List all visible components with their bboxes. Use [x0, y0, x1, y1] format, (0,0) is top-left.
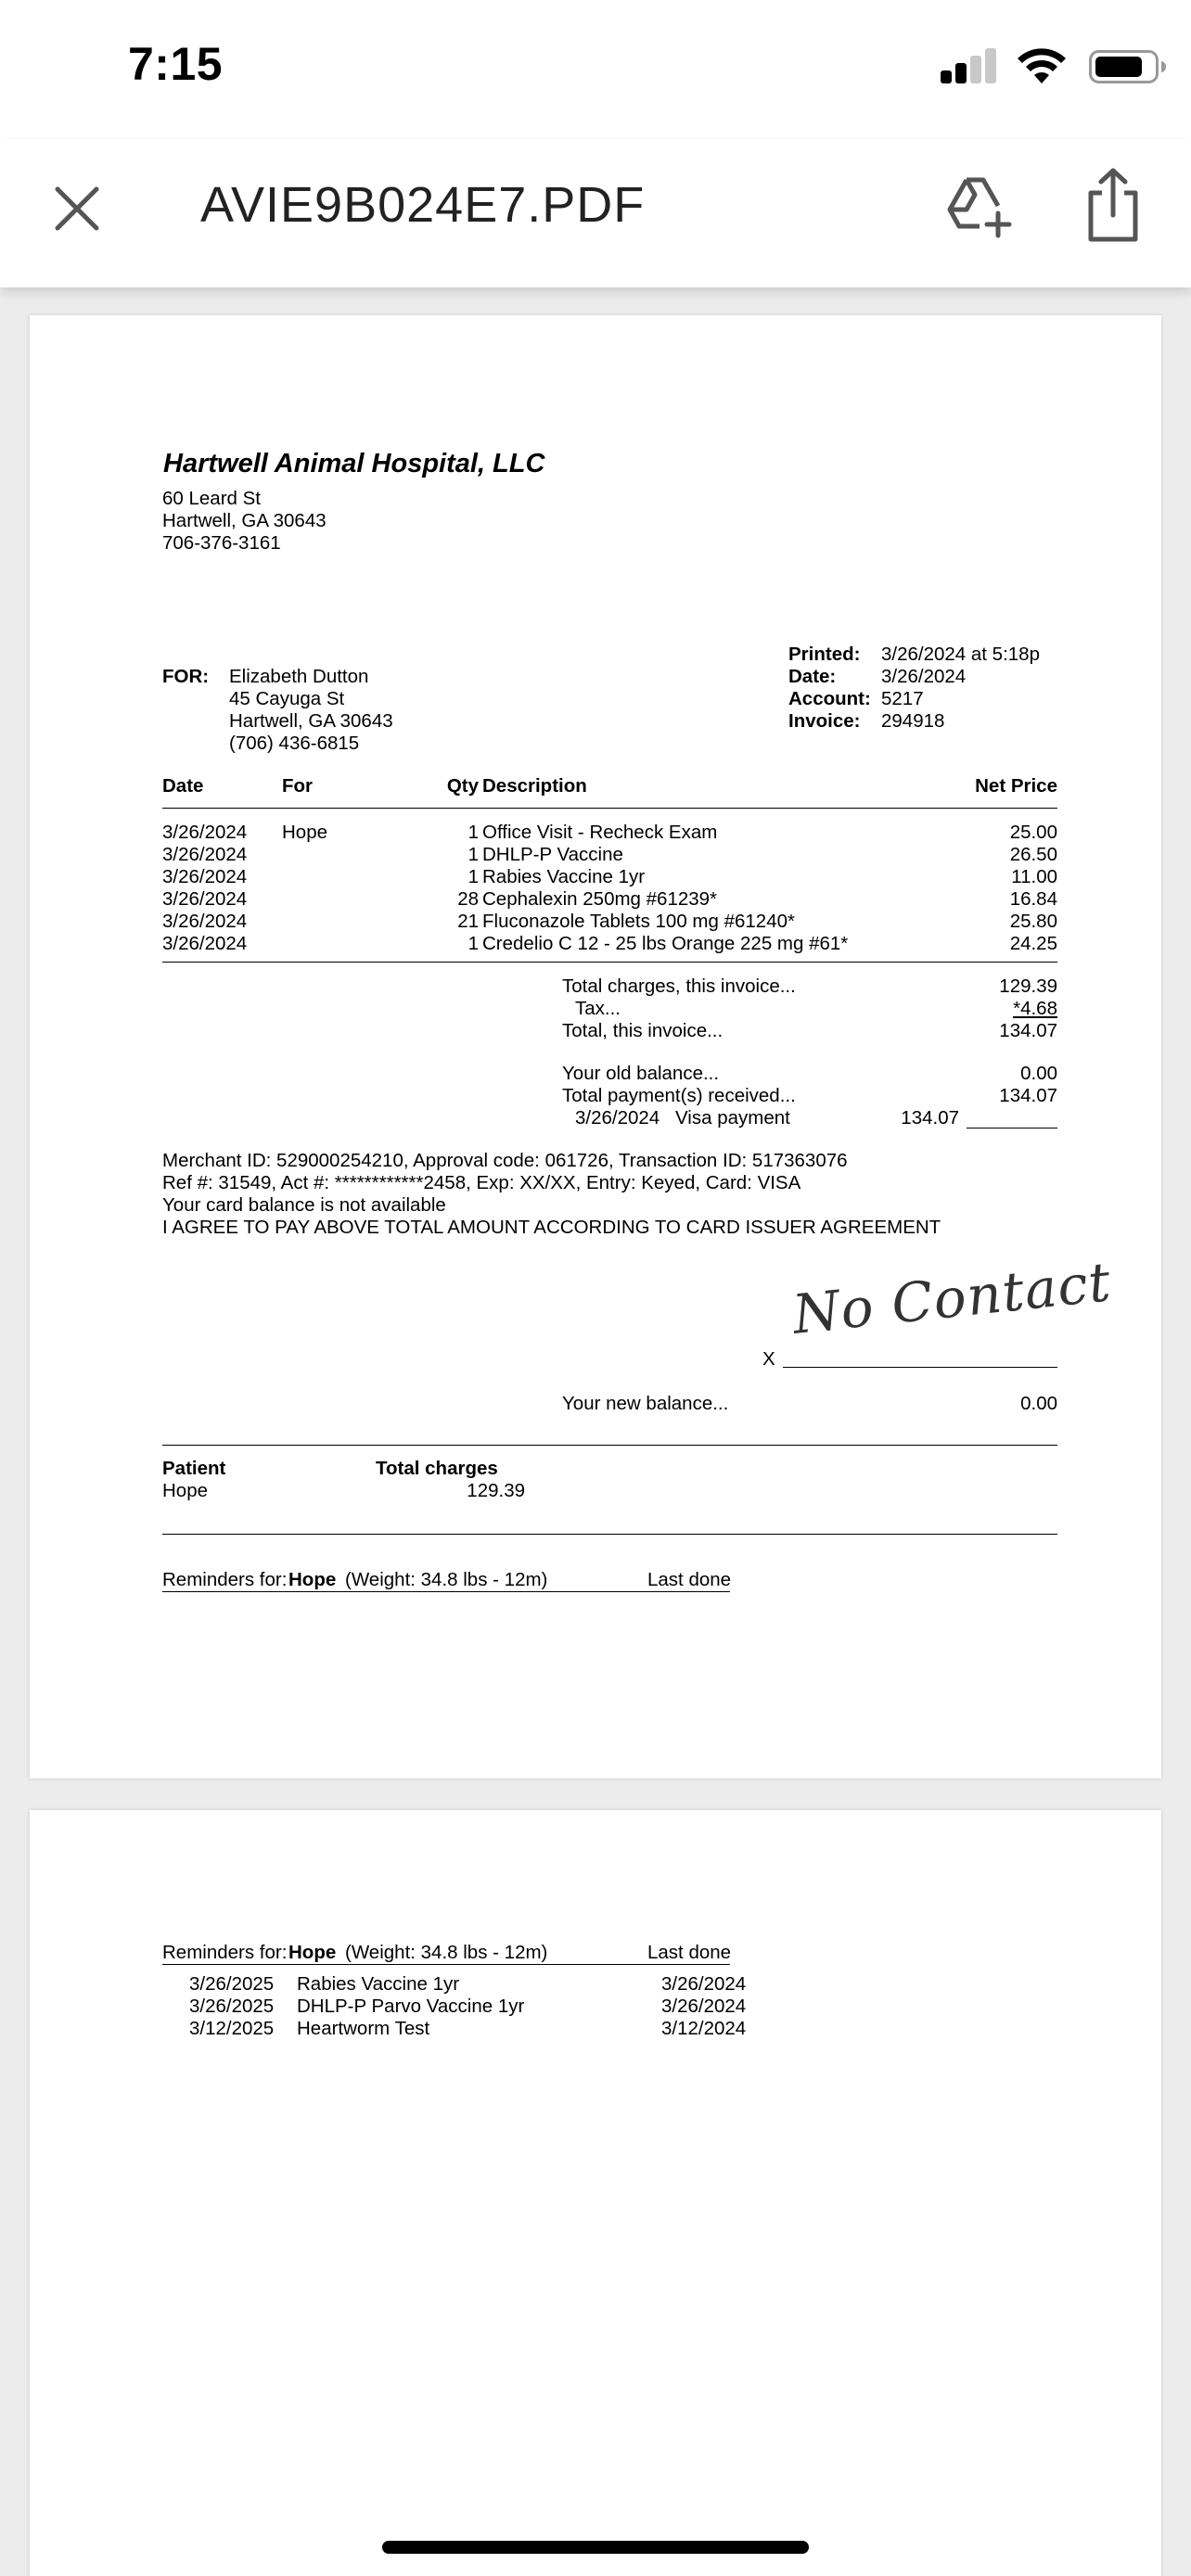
row-description: Fluconazole Tablets 100 mg #61240*: [482, 911, 795, 932]
card-info-line2: Ref #: 31549, Act #: ************2458, Exp: XX/XX, Entry: Keyed, Card: VISA: [162, 1172, 801, 1193]
meta-value: 3/26/2024 at 5:18p: [881, 644, 1040, 665]
for-label: FOR:: [162, 666, 210, 687]
row-date: 3/26/2024: [162, 844, 248, 865]
row-price: 24.25: [1009, 933, 1057, 954]
row-qty: 28: [457, 888, 479, 910]
card-info-line1: Merchant ID: 529000254210, Approval code: 061726, Transaction ID: 517363076: [162, 1150, 848, 1171]
reminder-last-done: 3/26/2024: [661, 1973, 747, 1995]
clinic-phone: 706-376-3161: [162, 532, 281, 554]
cellular-signal-icon: [941, 45, 998, 87]
row-date: 3/26/2024: [162, 888, 248, 910]
reminders-last-done: Last done: [647, 1569, 732, 1590]
row-for: Hope: [282, 822, 328, 843]
payments-value: 134.07: [999, 1085, 1057, 1106]
pdf-page-2: [30, 1810, 1161, 2576]
col-net-price: Net Price: [975, 775, 1057, 797]
pdf-page-1: [30, 315, 1161, 1779]
document-title: AVIE9B024E7.PDF: [200, 177, 646, 233]
items-rule: [162, 962, 1057, 963]
reminder-due: 3/12/2025: [189, 2018, 275, 2039]
meta-value: 3/26/2024: [881, 666, 967, 687]
payment-method: Visa payment: [675, 1107, 790, 1129]
clinic-address-line1: 60 Leard St: [162, 488, 261, 509]
reminders-pet: Hope: [288, 1569, 337, 1590]
col-date: Date: [162, 775, 204, 797]
total-charges-header: Total charges: [376, 1458, 498, 1479]
clinic-address-line2: Hartwell, GA 30643: [162, 510, 327, 531]
new-balance-label: Your new balance...: [562, 1393, 729, 1414]
close-icon[interactable]: [52, 184, 102, 234]
row-description: Office Visit - Recheck Exam: [482, 822, 718, 843]
total-charges-label: Total charges, this invoice...: [562, 976, 796, 997]
col-description: Description: [482, 775, 587, 797]
reminder-due: 3/26/2025: [189, 1996, 275, 2017]
clinic-name: Hartwell Animal Hospital, LLC: [163, 449, 545, 478]
card-agreement: I AGREE TO PAY ABOVE TOTAL AMOUNT ACCORDING TO CARD ISSUER AGREEMENT: [162, 1217, 941, 1238]
patient-header: Patient: [162, 1458, 226, 1479]
row-price: 16.84: [1009, 888, 1057, 910]
add-to-drive-icon[interactable]: [946, 172, 1013, 239]
patient-name: Hope: [162, 1480, 209, 1501]
reminders-rule: [162, 1591, 730, 1592]
home-indicator[interactable]: [382, 2541, 809, 2554]
status-bar: [0, 0, 1191, 139]
row-date: 3/26/2024: [162, 911, 248, 932]
row-price: 11.00: [1011, 866, 1057, 887]
col-for: For: [282, 775, 314, 797]
header-rule: [162, 808, 1057, 809]
signature: No Contact: [789, 1250, 1115, 1346]
row-price: 26.50: [1009, 844, 1057, 865]
status-time: 7:15: [128, 38, 224, 90]
reminder-last-done: 3/12/2024: [661, 2018, 747, 2039]
reminders-weight: (Weight: 34.8 lbs - 12m): [345, 1569, 548, 1590]
balance-rule: [162, 1445, 1057, 1446]
tax-value: *4.68: [1013, 998, 1057, 1019]
meta-label: Printed:: [788, 644, 861, 665]
reminders-rule: [162, 1964, 730, 1965]
reminder-due: 3/26/2025: [189, 1973, 275, 1995]
meta-label: Invoice:: [788, 710, 861, 732]
customer-name: Elizabeth Dutton: [229, 666, 369, 687]
row-description: Credelio C 12 - 25 lbs Orange 225 mg #61*: [482, 933, 849, 954]
invoice-total-value: 134.07: [999, 1020, 1057, 1041]
meta-value: 5217: [881, 688, 924, 709]
row-price: 25.80: [1009, 911, 1057, 932]
wifi-icon: [1015, 46, 1069, 85]
total-charges-value: 129.39: [999, 976, 1057, 997]
meta-label: Date:: [788, 666, 837, 687]
row-date: 3/26/2024: [162, 866, 248, 887]
reminder-item: Rabies Vaccine 1yr: [297, 1973, 460, 1995]
payment-amount: 134.07: [901, 1107, 959, 1129]
viewer-toolbar: [0, 139, 1191, 287]
row-description: Rabies Vaccine 1yr: [482, 866, 646, 887]
row-qty: 1: [467, 822, 479, 843]
reminders-prefix: Reminders for:: [162, 1569, 288, 1590]
customer-address-line1: 45 Cayuga St: [229, 688, 345, 709]
signature-line: [783, 1367, 1057, 1368]
reminder-item: Heartworm Test: [297, 2018, 430, 2039]
reminder-item: DHLP-P Parvo Vaccine 1yr: [297, 1996, 525, 2017]
row-date: 3/26/2024: [162, 822, 248, 843]
new-balance-value: 0.00: [1020, 1393, 1057, 1414]
row-qty: 1: [467, 866, 479, 887]
customer-address-line2: Hartwell, GA 30643: [229, 710, 393, 732]
row-qty: 1: [467, 844, 479, 865]
summary-rule: [162, 1534, 1057, 1535]
reminders-last-done: Last done: [647, 1942, 732, 1963]
reminders-pet: Hope: [288, 1942, 337, 1963]
reminders-weight: (Weight: 34.8 lbs - 12m): [345, 1942, 548, 1963]
card-info-line3: Your card balance is not available: [162, 1194, 446, 1216]
customer-phone: (706) 436-6815: [229, 733, 360, 754]
row-price: 25.00: [1009, 822, 1057, 843]
reminder-last-done: 3/26/2024: [661, 1996, 747, 2017]
patient-charges: 129.39: [467, 1480, 525, 1501]
row-qty: 21: [457, 911, 479, 932]
row-description: DHLP-P Vaccine: [482, 844, 623, 865]
payment-date: 3/26/2024: [575, 1107, 660, 1129]
battery-icon: [1089, 50, 1167, 83]
old-balance-label: Your old balance...: [562, 1063, 720, 1084]
share-icon[interactable]: [1085, 167, 1141, 243]
meta-value: 294918: [881, 710, 945, 732]
row-description: Cephalexin 250mg #61239*: [482, 888, 718, 910]
meta-label: Account:: [788, 688, 871, 709]
payments-label: Total payment(s) received...: [562, 1085, 796, 1106]
row-date: 3/26/2024: [162, 933, 248, 954]
row-qty: 1: [467, 933, 479, 954]
col-qty: Qty: [446, 775, 479, 797]
reminders-prefix: Reminders for:: [162, 1942, 288, 1963]
signature-x: X: [762, 1348, 775, 1370]
tax-label: Tax...: [575, 998, 621, 1019]
old-balance-value: 0.00: [1020, 1063, 1057, 1084]
payment-underline: [967, 1128, 1057, 1129]
invoice-total-label: Total, this invoice...: [562, 1020, 724, 1041]
